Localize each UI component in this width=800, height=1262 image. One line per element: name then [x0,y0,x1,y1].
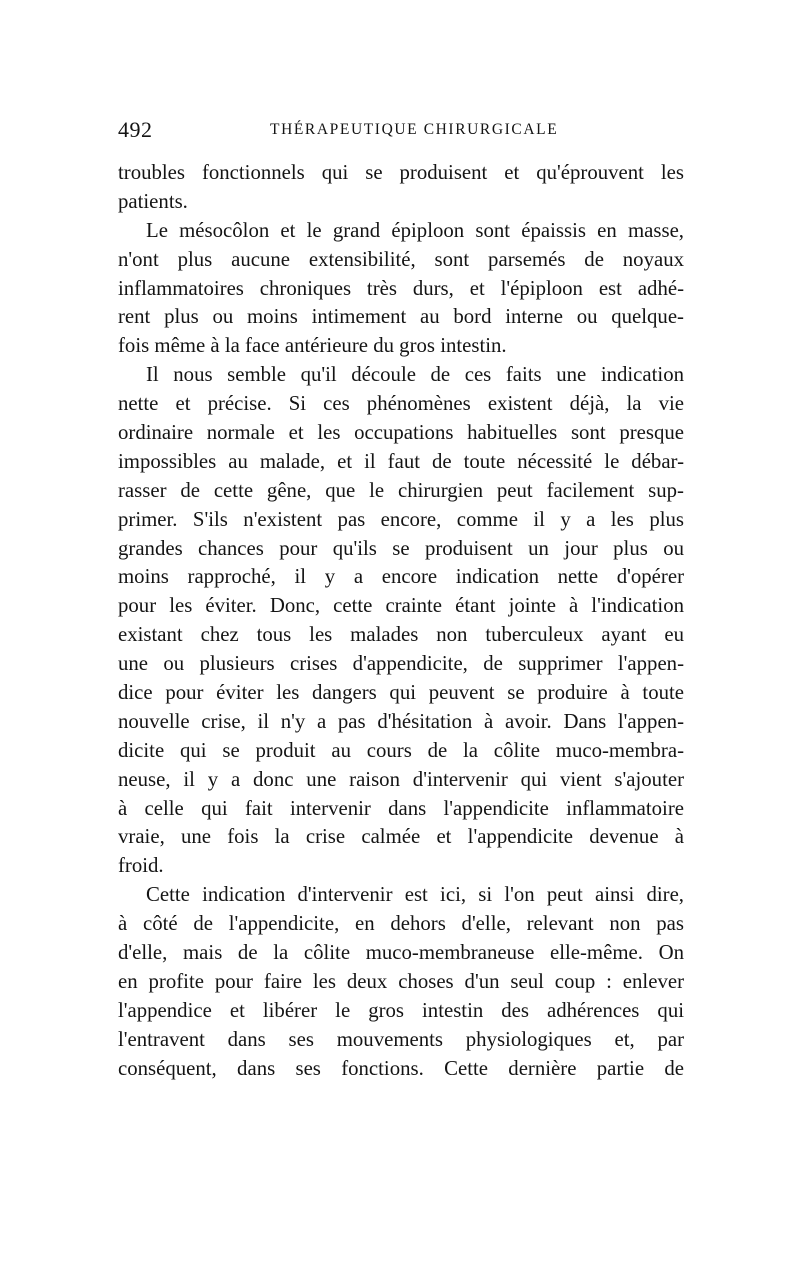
text-line: fois même à la face antérieure du gros intestin. [118,334,507,358]
text-line: moins rapproché, il y a encore indication nette d'opérer [118,565,684,589]
text-line: nette et précise. Si ces phénomènes existent déjà, la vie [118,392,684,416]
text-line: impossibles au malade, et il faut de toute nécessité le débar- [118,449,684,473]
body-text [118,159,684,1084]
text-line: froid. [118,854,164,878]
text-line: l'appendice et libérer le gros intestin des adhérences qui [118,998,684,1022]
text-line: conséquent, dans ses fonctions. Cette dernière partie de [118,1056,684,1080]
text-line: dicite qui se produit au cours de la côlite muco-membra- [118,738,684,762]
page-number: 492 [118,117,153,142]
text-line: existant chez tous les malades non tuberculeux ayant eu [118,623,684,647]
text-line: à côté de l'appendicite, en dehors d'elle, relevant non pas [118,912,684,936]
text-line: Il nous semble qu'il découle de ces faits une indication [146,363,684,387]
text-line: d'elle, mais de la côlite muco-membraneuse elle-même. On [118,941,684,965]
text-line: primer. S'ils n'existent pas encore, comme il y a les plus [118,507,684,531]
text-line: dice pour éviter les dangers qui peuvent se produire à toute [118,681,684,705]
text-line: rent plus ou moins intimement au bord interne ou quelque- [118,305,684,329]
text-line: à celle qui fait intervenir dans l'appendicite inflammatoire [118,796,684,820]
text-line: Cette indication d'intervenir est ici, si l'on peut ainsi dire, [146,883,684,907]
text-line: troubles fonctionnels qui se produisent et qu'éprouvent les [118,161,684,184]
text-line: vraie, une fois la crise calmée et l'appendicite devenue à [118,825,684,849]
text-line: nouvelle crise, il n'y a pas d'hésitation à avoir. Dans l'appen- [118,709,684,733]
running-title: THÉRAPEUTIQUE CHIRURGICALE [270,121,559,138]
text-line: rasser de cette gêne, que le chirurgien peut facilement sup- [118,478,684,502]
text-line: ordinaire normale et les occupations habituelles sont presque [118,421,684,445]
page-header [118,117,684,147]
text-line: une ou plusieurs crises d'appendicite, de supprimer l'appen- [118,652,684,676]
text-line: n'ont plus aucune extensibilité, sont parsemés de noyaux [118,247,684,271]
text-line: Le mésocôlon et le grand épiploon sont épaissis en masse, [146,218,684,242]
text-line: patients. [118,189,188,213]
text-line: inflammatoires chroniques très durs, et l'épiploon est adhé- [118,276,684,300]
text-line: neuse, il y a donc une raison d'intervenir qui vient s'ajouter [118,767,684,791]
text-line: grandes chances pour qu'ils se produisent un jour plus ou [118,536,684,560]
text-line: en profite pour faire les deux choses d'un seul coup : enlever [118,969,684,993]
text-line: l'entravent dans ses mouvements physiologiques et, par [118,1027,684,1051]
text-line: pour les éviter. Donc, cette crainte étant jointe à l'indication [118,594,684,618]
